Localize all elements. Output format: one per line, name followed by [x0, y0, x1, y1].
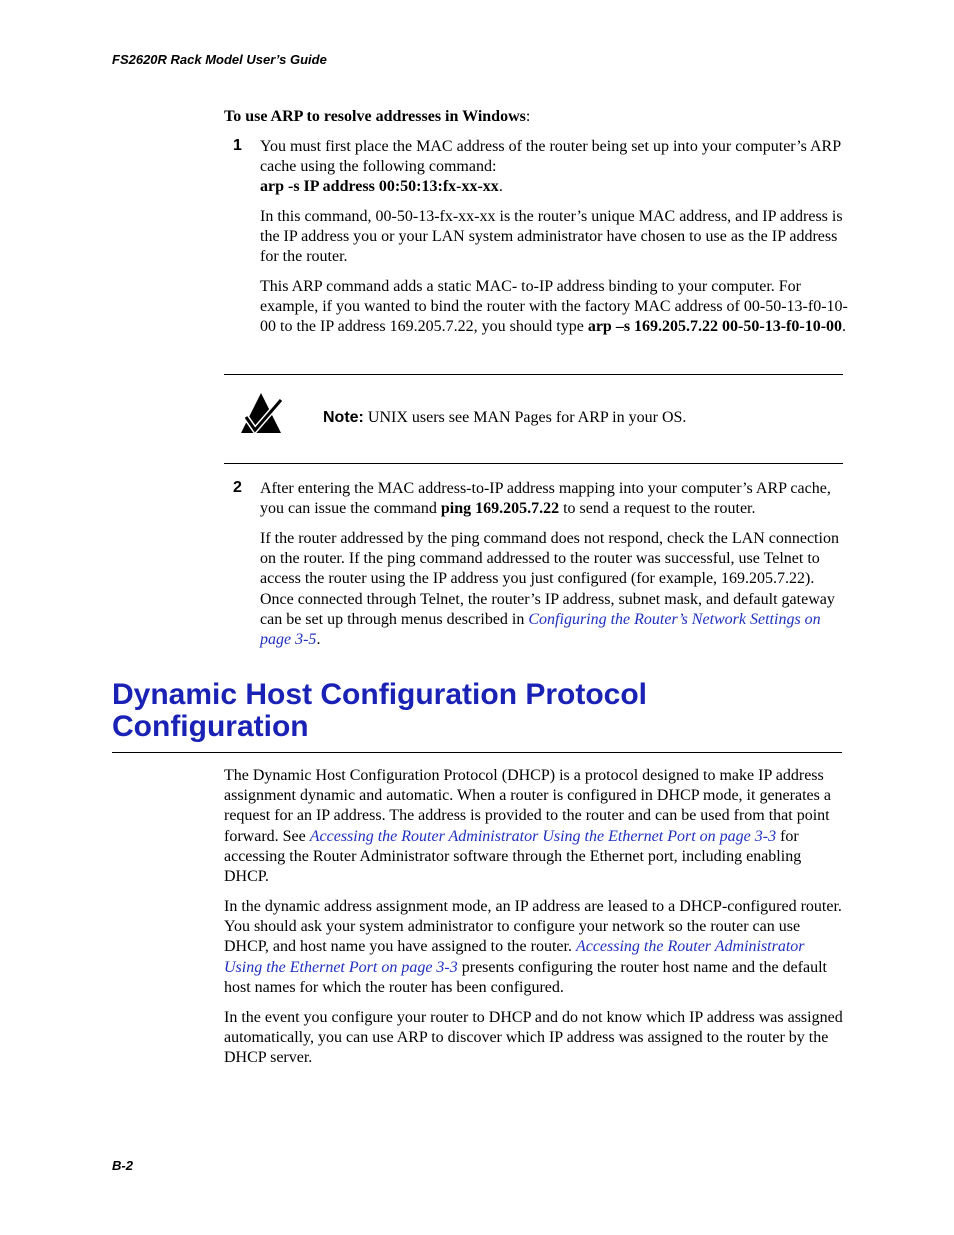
arp-command-end: . — [498, 178, 503, 196]
dhcp-p1-text-a: The Dynamic Host Configuration Protocol (DHCP) is a protocol designed to make IP address assignment dynamic and automatic. When a router is configured in DHCP mode, it generates a request for an IP address. The address is provided to the router and can be used from that point forward. See — [224, 767, 831, 845]
section-heading: Dynamic Host Configuration Protocol Configuration — [112, 678, 648, 743]
step1-text: You must first place the MAC address of the router being set up into your computer’s ARP cache using the following command: — [260, 138, 841, 176]
dhcp-paragraph-2 — [224, 897, 844, 998]
dhcp-p2-text-b: presents configuring the router host name and the default host names for which the router has been configured. — [224, 958, 827, 996]
page-number: B-2 — [112, 1158, 133, 1173]
step2-text-a: After entering the MAC address-to-IP address mapping into your computer’s ARP cache, you can issue the command — [260, 480, 831, 518]
procedure-intro-bold: To use ARP to resolve addresses in Windows — [224, 108, 526, 125]
dhcp-p1-text-b: for accessing the Router Administrator software through the Ethernet port, including enabling DHCP. — [224, 827, 802, 886]
dhcp-paragraph-3: In the event you configure your router to DHCP and do not know which IP address was assigned automatically, you can use ARP to discover which IP address was assigned to the router by the DHCP server. — [224, 1009, 843, 1067]
step-number-2: 2 — [233, 479, 242, 496]
step2-followup-end: . — [316, 631, 321, 649]
step2-followup-text: If the router addressed by the ping command does not respond, check the LAN connection on the router. If the ping command addressed to the router was successful, use Telnet to access the router using the IP address you just configured (for example, 169.205.7.22). Once connected through Telnet, the router’s IP address, subnet mask, and default gateway can be set up through menus described in — [260, 530, 839, 628]
step1-example — [260, 277, 850, 338]
note-body: UNIX users see MAN Pages for ARP in your OS. — [363, 409, 687, 426]
dhcp-paragraph-1 — [224, 766, 844, 887]
step2-followup — [260, 529, 850, 650]
arp-example-command: arp –s 169.205.7.22 00-50-13-f0-10-00 — [587, 318, 843, 336]
procedure-intro — [224, 107, 844, 127]
step1-paragraph — [260, 137, 850, 198]
section-heading-rule — [112, 752, 842, 753]
step1-explanation: In this command, 00-50-13-fx-xx-xx is the router’s unique MAC address, and IP address is the IP address you or your LAN system administrator have chosen to use as the IP address for the router. — [260, 208, 843, 266]
network-settings-link[interactable]: Configuring the Router’s Network Settings on page 3-5 — [260, 610, 821, 649]
dhcp-p2-text-a: In the dynamic address assignment mode, an IP address are leased to a DHCP-configured router. You should ask your system administrator to configure your network so the router can use DHCP, and host name you have assigned to the router. — [224, 898, 842, 956]
ethernet-admin-link-1[interactable]: Accessing the Router Administrator Using the Ethernet Port on page 3-3 — [309, 827, 777, 845]
step2-paragraph — [260, 479, 850, 519]
step-number-1: 1 — [233, 137, 242, 154]
note-label: Note: — [323, 409, 364, 426]
note-text — [323, 408, 843, 428]
ping-command: ping 169.205.7.22 — [440, 500, 560, 518]
step1-example-end: . — [842, 318, 847, 336]
step2-text-b: to send a request to the router. — [559, 500, 756, 518]
arp-command: arp -s IP address 00:50:13:fx-xx-xx — [260, 178, 499, 196]
note-top-rule — [224, 374, 843, 375]
note-bottom-rule — [224, 463, 843, 464]
note-checkmark-icon — [238, 390, 284, 436]
procedure-intro-colon: : — [525, 108, 531, 125]
running-header: FS2620R Rack Model User’s Guide — [112, 52, 327, 67]
ethernet-admin-link-2[interactable]: Accessing the Router Administrator Using the Ethernet Port on page 3-3 — [224, 938, 805, 976]
step1-example-text: This ARP command adds a static MAC- to-IP address binding to your computer. For example, if you wanted to bind the router with the factory MAC address of 00-50-13-f0-10-00 to the IP address 169.205.7.22, you should type — [260, 278, 848, 336]
